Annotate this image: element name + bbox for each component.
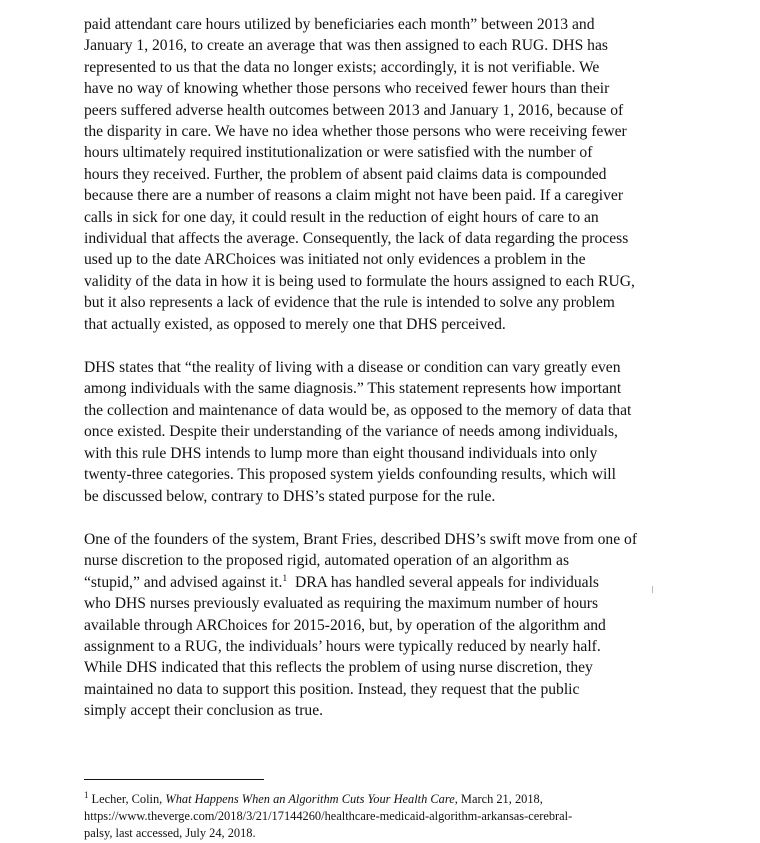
paragraph-line: among individuals with the same diagnosis.” This statement represents how important [84,380,622,397]
footnote-text: , March 21, 2018, [454,792,543,806]
paragraph-line: paid attendant care hours utilized by beneficiaries each month” between 2013 and [84,16,595,33]
paragraph-line: assignment to a RUG, the individuals’ hours were typically reduced by nearly half. [84,638,601,655]
paragraph-line: simply accept their conclusion as true. [84,702,324,719]
footnote-text: Lecher, Colin, [88,792,166,806]
paragraph-line: because there are a number of reasons a claim might not have been paid. If a caregiver [84,187,624,204]
paragraph-line: the collection and maintenance of data would be, as opposed to the memory of data that [84,402,632,419]
footnote-reference[interactable]: 1 [282,572,288,584]
paragraph-line [84,572,599,593]
footnote-marker: 1 [84,789,89,800]
footnote-line [84,790,543,808]
footnote-url[interactable]: https://www.theverge.com/2018/3/21/17144260/healthcare-medicaid-algorithm-arkansas-cerebral- [84,809,573,823]
paragraph-line: While DHS indicated that this reflects the problem of using nurse discretion, they [84,659,593,676]
paragraph-line: but it also represents a lack of evidence that the rule is intended to solve any problem [84,294,615,311]
scan-mark [652,586,653,593]
paragraph-line: calls in sick for one day, it could result in the reduction of eight hours of care to an [84,209,599,226]
paragraph-line: hours ultimately required institutionalization or were satisfied with the number of [84,144,593,161]
footnote-line: palsy, last accessed, July 24, 2018. [84,826,256,840]
paragraph-line: be discussed below, contrary to DHS’s stated purpose for the rule. [84,488,496,505]
footnote-divider [84,779,264,780]
paragraph-line: January 1, 2016, to create an average that was then assigned to each RUG. DHS has [84,37,608,54]
paragraph-line: peers suffered adverse health outcomes between 2013 and January 1, 2016, because of [84,102,624,119]
paragraph-line: have no way of knowing whether those persons who received fewer hours than their [84,80,610,97]
paragraph-line: available through ARChoices for 2015-2016, but, by operation of the algorithm and [84,617,606,634]
paragraph-line: once existed. Despite their understanding of the variance of needs among individuals, [84,423,618,440]
paragraph-line: hours they received. Further, the problem of absent paid claims data is compounded [84,166,607,183]
paragraph-line: used up to the date ARChoices was initiated not only evidences a problem in the [84,251,586,268]
paragraph-line: that actually existed, as opposed to merely one that DHS perceived. [84,316,506,333]
paragraph-line: maintained no data to support this position. Instead, they request that the public [84,681,580,698]
line-text: “stupid,” and advised against it. [84,574,283,591]
paragraph-line: the disparity in care. We have no idea whether those persons who were receiving fewer [84,123,627,140]
footnote-title: What Happens When an Algorithm Cuts Your Health Care [165,792,455,806]
paragraph-line: One of the founders of the system, Brant Fries, described DHS’s swift move from one of [84,531,638,548]
paragraph-line: nurse discretion to the proposed rigid, automated operation of an algorithm as [84,552,570,569]
paragraph-line: with this rule DHS intends to lump more than eight thousand individuals into only [84,445,598,462]
paragraph-line: DHS states that “the reality of living with a disease or condition can vary greatly even [84,359,621,376]
paragraph-line: represented to us that the data no longer exists; accordingly, it is not verifiable. We [84,59,600,76]
paragraph-line: who DHS nurses previously evaluated as requiring the maximum number of hours [84,595,599,612]
paragraph-line: individual that affects the average. Consequently, the lack of data regarding the process [84,230,629,247]
paragraph-line: validity of the data in how it is being used to formulate the hours assigned to each RUG, [84,273,635,290]
paragraph-line: twenty-three categories. This proposed system yields confounding results, which will [84,466,616,483]
line-text: DRA has handled several appeals for individuals [287,574,599,591]
